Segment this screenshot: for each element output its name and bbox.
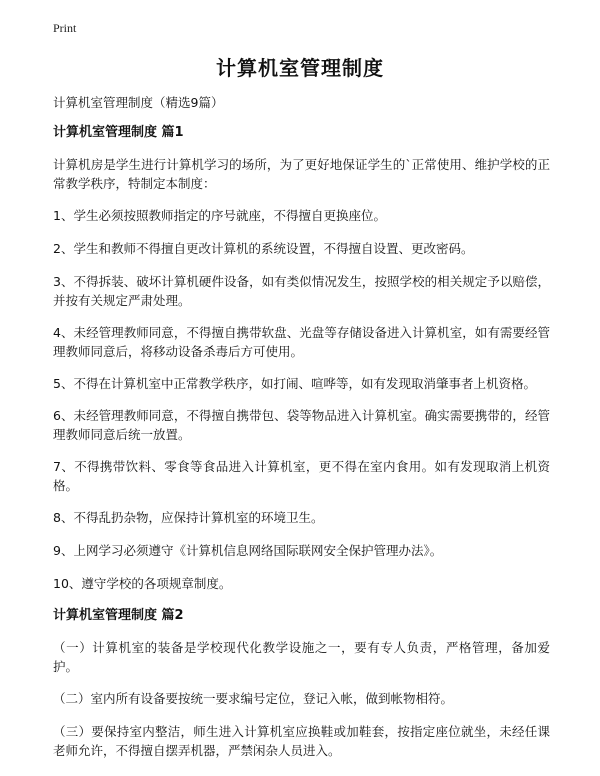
rule-item-9: 9、上网学习必须遵守《计算机信息网络国际联网安全保护管理办法》。 bbox=[53, 543, 443, 558]
section-heading-2: 计算机室管理制度 篇2 bbox=[53, 608, 184, 623]
rule-item-2: 2、学生和教师不得擅自更改计算机的系统设置，不得擅自设置、更改密码。 bbox=[53, 241, 474, 256]
rule-item-3: 3、不得拆装、破坏计算机硬件设备，如有类似情况发生，按照学校的相关规定予以赔偿，并按有关规定严肃处理。 bbox=[53, 274, 550, 308]
print-label: Print bbox=[53, 21, 77, 35]
section-2-item-3: （三）要保持室内整洁，师生进入计算机室应换鞋或加鞋套，按指定座位就坐，未经任课老师允许，不得擅自摆弄机器，严禁闲杂人员进入。 bbox=[53, 724, 550, 758]
document-body bbox=[53, 124, 550, 773]
rule-item-1: 1、学生必须按照教师指定的序号就座，不得擅自更换座位。 bbox=[53, 208, 386, 223]
rule-item-5: 5、不得在计算机室中正常教学秩序，如打闹、喧哗等，如有发现取消肇事者上机资格。 bbox=[53, 376, 536, 391]
rule-item-6: 6、未经管理教师同意，不得擅自携带包、袋等物品进入计算机室。确实需要携带的，经管理教师同意后统一放置。 bbox=[53, 408, 550, 442]
rule-item-4: 4、未经管理教师同意，不得擅自携带软盘、光盘等存储设备进入计算机室，如有需要经管理教师同意后，将移动设备杀毒后方可使用。 bbox=[53, 325, 550, 359]
rule-item-7: 7、不得携带饮料、零食等食品进入计算机室，更不得在室内食用。如有发现取消上机资格。 bbox=[53, 459, 550, 493]
section-1-intro: 计算机房是学生进行计算机学习的场所，为了更好地保证学生的`正常使用、维护学校的正常教学秩序，特制定本制度： bbox=[53, 157, 550, 191]
section-2-item-2: （二）室内所有设备要按统一要求编号定位，登记入帐，做到帐物相符。 bbox=[53, 691, 454, 706]
document-title: 计算机室管理制度 bbox=[216, 56, 384, 80]
document-subtitle: 计算机室管理制度（精选9篇） bbox=[53, 95, 224, 110]
rule-item-10: 10、遵守学校的各项规章制度。 bbox=[53, 576, 232, 591]
rule-item-8: 8、不得乱扔杂物，应保持计算机室的环境卫生。 bbox=[53, 510, 324, 525]
section-heading-1: 计算机室管理制度 篇1 bbox=[53, 125, 184, 140]
section-2-item-1: （一）计算机室的装备是学校现代化教学设施之一，要有专人负责，严格管理，备加爱护。 bbox=[53, 640, 550, 674]
